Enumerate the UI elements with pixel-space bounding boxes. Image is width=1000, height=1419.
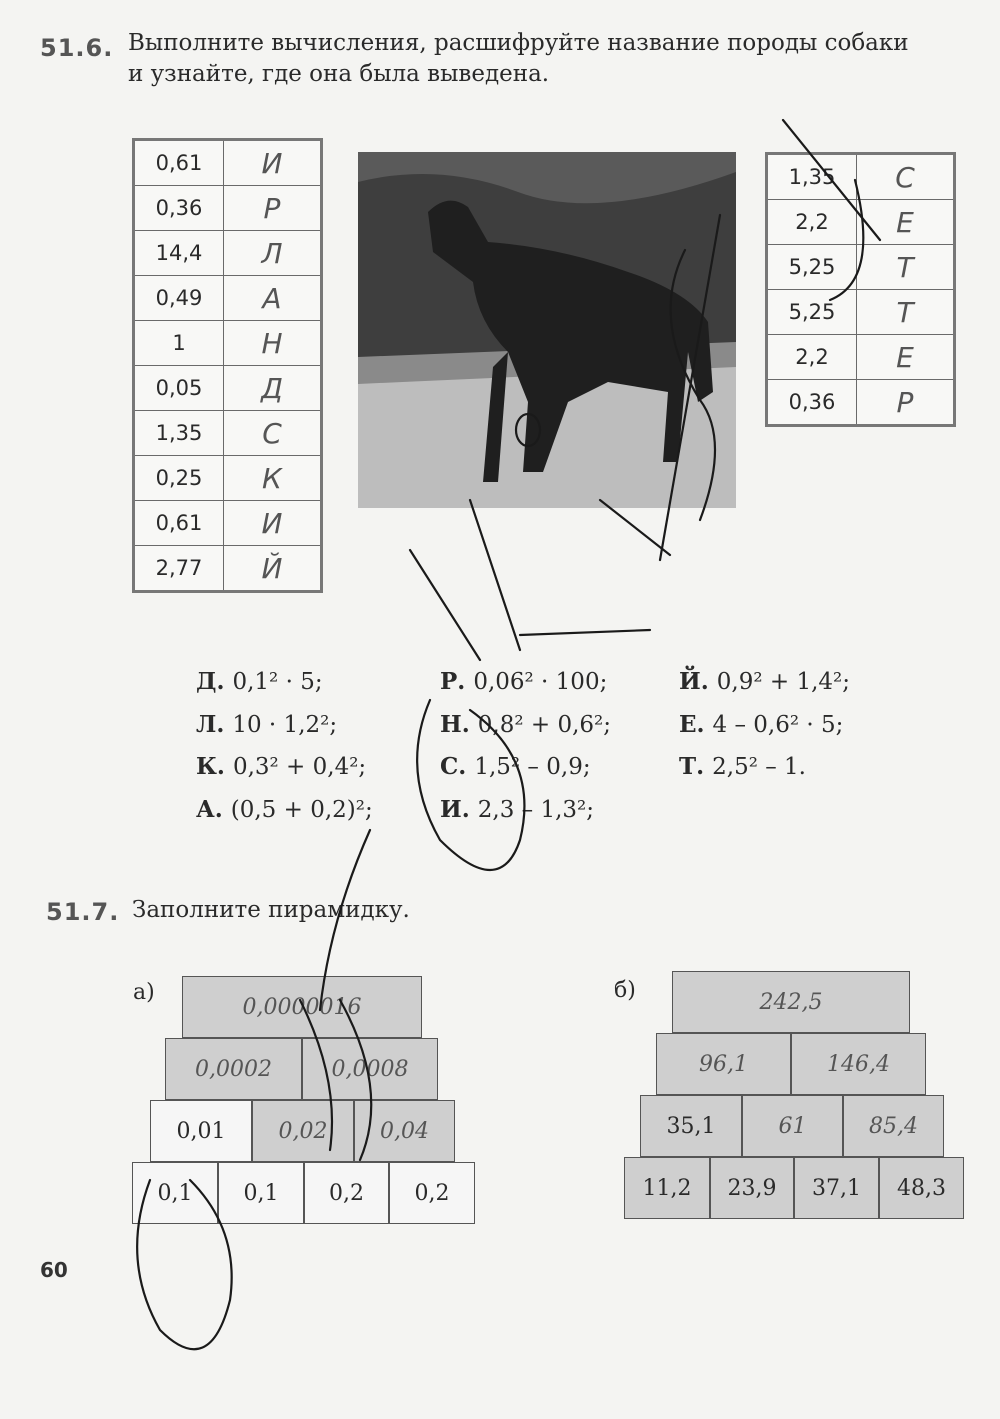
letter-cell[interactable]: С bbox=[857, 154, 955, 200]
expression-s bbox=[440, 753, 591, 780]
letter-cell[interactable]: Е bbox=[857, 200, 955, 245]
expression-text: 2,3 – 1,3²; bbox=[477, 797, 594, 823]
table-row bbox=[134, 186, 322, 231]
expression-y bbox=[679, 668, 850, 695]
expression-i bbox=[440, 796, 594, 823]
value-cell: 5,25 bbox=[767, 290, 857, 335]
pyramid-b-brick[interactable]: 96,1 bbox=[656, 1033, 791, 1095]
letter-cell[interactable]: А bbox=[224, 276, 322, 321]
value-cell: 1 bbox=[134, 321, 224, 366]
expression-letter: А. bbox=[196, 796, 223, 823]
expression-text: 0,8² + 0,6²; bbox=[477, 712, 611, 738]
table-row bbox=[767, 200, 955, 245]
expression-letter: Д. bbox=[196, 668, 225, 695]
expression-k bbox=[196, 753, 366, 780]
value-cell: 0,36 bbox=[134, 186, 224, 231]
expression-n bbox=[440, 711, 611, 738]
table-row bbox=[134, 231, 322, 276]
table-row bbox=[134, 456, 322, 501]
value-cell: 2,2 bbox=[767, 200, 857, 245]
table-row bbox=[134, 501, 322, 546]
letter-cell[interactable]: Н bbox=[224, 321, 322, 366]
left-answer-table bbox=[132, 138, 323, 593]
value-cell: 5,25 bbox=[767, 245, 857, 290]
pyramid-a-brick: 0,1 bbox=[218, 1162, 304, 1224]
table-row bbox=[134, 411, 322, 456]
letter-cell[interactable]: Й bbox=[224, 546, 322, 592]
expression-text: 0,1² · 5; bbox=[232, 669, 323, 695]
value-cell: 2,77 bbox=[134, 546, 224, 592]
letter-cell[interactable]: К bbox=[224, 456, 322, 501]
expression-letter: К. bbox=[196, 753, 225, 780]
task-51-7-text: Заполните пирамидку. bbox=[132, 897, 410, 923]
pyramid-a-brick[interactable]: 0,02 bbox=[252, 1100, 354, 1162]
pyramid-b-brick: 37,1 bbox=[794, 1157, 879, 1219]
table-row bbox=[767, 335, 955, 380]
table-row bbox=[134, 276, 322, 321]
dog-photo-illustration bbox=[358, 152, 736, 508]
value-cell: 0,61 bbox=[134, 501, 224, 546]
value-cell: 2,2 bbox=[767, 335, 857, 380]
letter-cell[interactable]: И bbox=[224, 140, 322, 186]
table-row bbox=[134, 321, 322, 366]
value-cell: 0,49 bbox=[134, 276, 224, 321]
expression-letter: Т. bbox=[679, 753, 705, 780]
value-cell: 14,4 bbox=[134, 231, 224, 276]
pyramid-a-top-brick[interactable]: 0,0000016 bbox=[182, 976, 422, 1038]
value-cell: 1,35 bbox=[767, 154, 857, 200]
expression-t bbox=[679, 753, 806, 780]
pyramid-b-brick: 35,1 bbox=[640, 1095, 742, 1157]
expression-letter: И. bbox=[440, 796, 470, 823]
pyramid-a-brick: 0,2 bbox=[389, 1162, 475, 1224]
pyramid-b-brick: 11,2 bbox=[624, 1157, 710, 1219]
letter-cell[interactable]: Т bbox=[857, 245, 955, 290]
expression-letter: Й. bbox=[679, 668, 709, 695]
pyramid-b-brick: 48,3 bbox=[879, 1157, 964, 1219]
pyramid-b-label: б) bbox=[614, 978, 636, 1003]
letter-cell[interactable]: Д bbox=[224, 366, 322, 411]
table-row bbox=[767, 245, 955, 290]
pyramid-a-brick[interactable]: 0,0002 bbox=[165, 1038, 302, 1100]
letter-cell[interactable]: Р bbox=[224, 186, 322, 231]
expression-letter: С. bbox=[440, 753, 467, 780]
expression-text: 2,5² – 1. bbox=[712, 754, 806, 780]
expression-letter: Р. bbox=[440, 668, 466, 695]
letter-cell[interactable]: Т bbox=[857, 290, 955, 335]
value-cell: 0,36 bbox=[767, 380, 857, 426]
pyramid-a-brick: 0,01 bbox=[150, 1100, 252, 1162]
letter-cell[interactable]: Е bbox=[857, 335, 955, 380]
pyramid-b-brick[interactable]: 85,4 bbox=[843, 1095, 944, 1157]
expression-e bbox=[679, 711, 843, 738]
value-cell: 0,61 bbox=[134, 140, 224, 186]
pyramid-a-brick: 0,2 bbox=[304, 1162, 389, 1224]
pyramid-a-label: а) bbox=[133, 980, 155, 1005]
expression-letter: Л. bbox=[196, 711, 225, 738]
letter-cell[interactable]: С bbox=[224, 411, 322, 456]
expression-text: 1,5² – 0,9; bbox=[474, 754, 591, 780]
pyramid-a-brick: 0,1 bbox=[132, 1162, 218, 1224]
table-row bbox=[767, 380, 955, 426]
expression-text: 0,06² · 100; bbox=[473, 669, 608, 695]
letter-cell[interactable]: Л bbox=[224, 231, 322, 276]
expression-text: 10 · 1,2²; bbox=[232, 712, 338, 738]
expression-r bbox=[440, 668, 607, 695]
expression-text: 0,9² + 1,4²; bbox=[716, 669, 850, 695]
expression-text: (0,5 + 0,2)²; bbox=[230, 797, 373, 823]
letter-cell[interactable]: И bbox=[224, 501, 322, 546]
task-51-6-line2: и узнайте, где она была выведена. bbox=[128, 61, 550, 87]
task-number-51-7: 51.7. bbox=[46, 898, 120, 926]
expression-a bbox=[196, 796, 373, 823]
expression-letter: Н. bbox=[440, 711, 470, 738]
table-row bbox=[134, 546, 322, 592]
expression-d bbox=[196, 668, 323, 695]
pyramid-b-brick[interactable]: 61 bbox=[742, 1095, 843, 1157]
pyramid-b-brick[interactable]: 146,4 bbox=[791, 1033, 926, 1095]
value-cell: 1,35 bbox=[134, 411, 224, 456]
table-row bbox=[767, 290, 955, 335]
right-answer-table bbox=[765, 152, 956, 427]
expression-text: 0,3² + 0,4²; bbox=[232, 754, 367, 780]
value-cell: 0,05 bbox=[134, 366, 224, 411]
task-51-6-line1: Выполните вычисления, расшифруйте название породы собаки bbox=[128, 30, 909, 56]
expression-letter: Е. bbox=[679, 711, 705, 738]
page-number: 60 bbox=[40, 1258, 68, 1282]
table-row bbox=[767, 154, 955, 200]
pyramid-a-brick[interactable]: 0,04 bbox=[354, 1100, 455, 1162]
table-row bbox=[134, 366, 322, 411]
value-cell: 0,25 bbox=[134, 456, 224, 501]
pyramid-b-top-brick[interactable]: 242,5 bbox=[672, 971, 910, 1033]
task-number-51-6: 51.6. bbox=[40, 34, 114, 62]
expression-text: 4 – 0,6² · 5; bbox=[712, 712, 844, 738]
letter-cell[interactable]: Р bbox=[857, 380, 955, 426]
dog-photo bbox=[358, 152, 736, 508]
table-row bbox=[134, 140, 322, 186]
pyramid-a-brick[interactable]: 0,0008 bbox=[302, 1038, 438, 1100]
expression-l bbox=[196, 711, 337, 738]
pyramid-b-brick: 23,9 bbox=[710, 1157, 794, 1219]
